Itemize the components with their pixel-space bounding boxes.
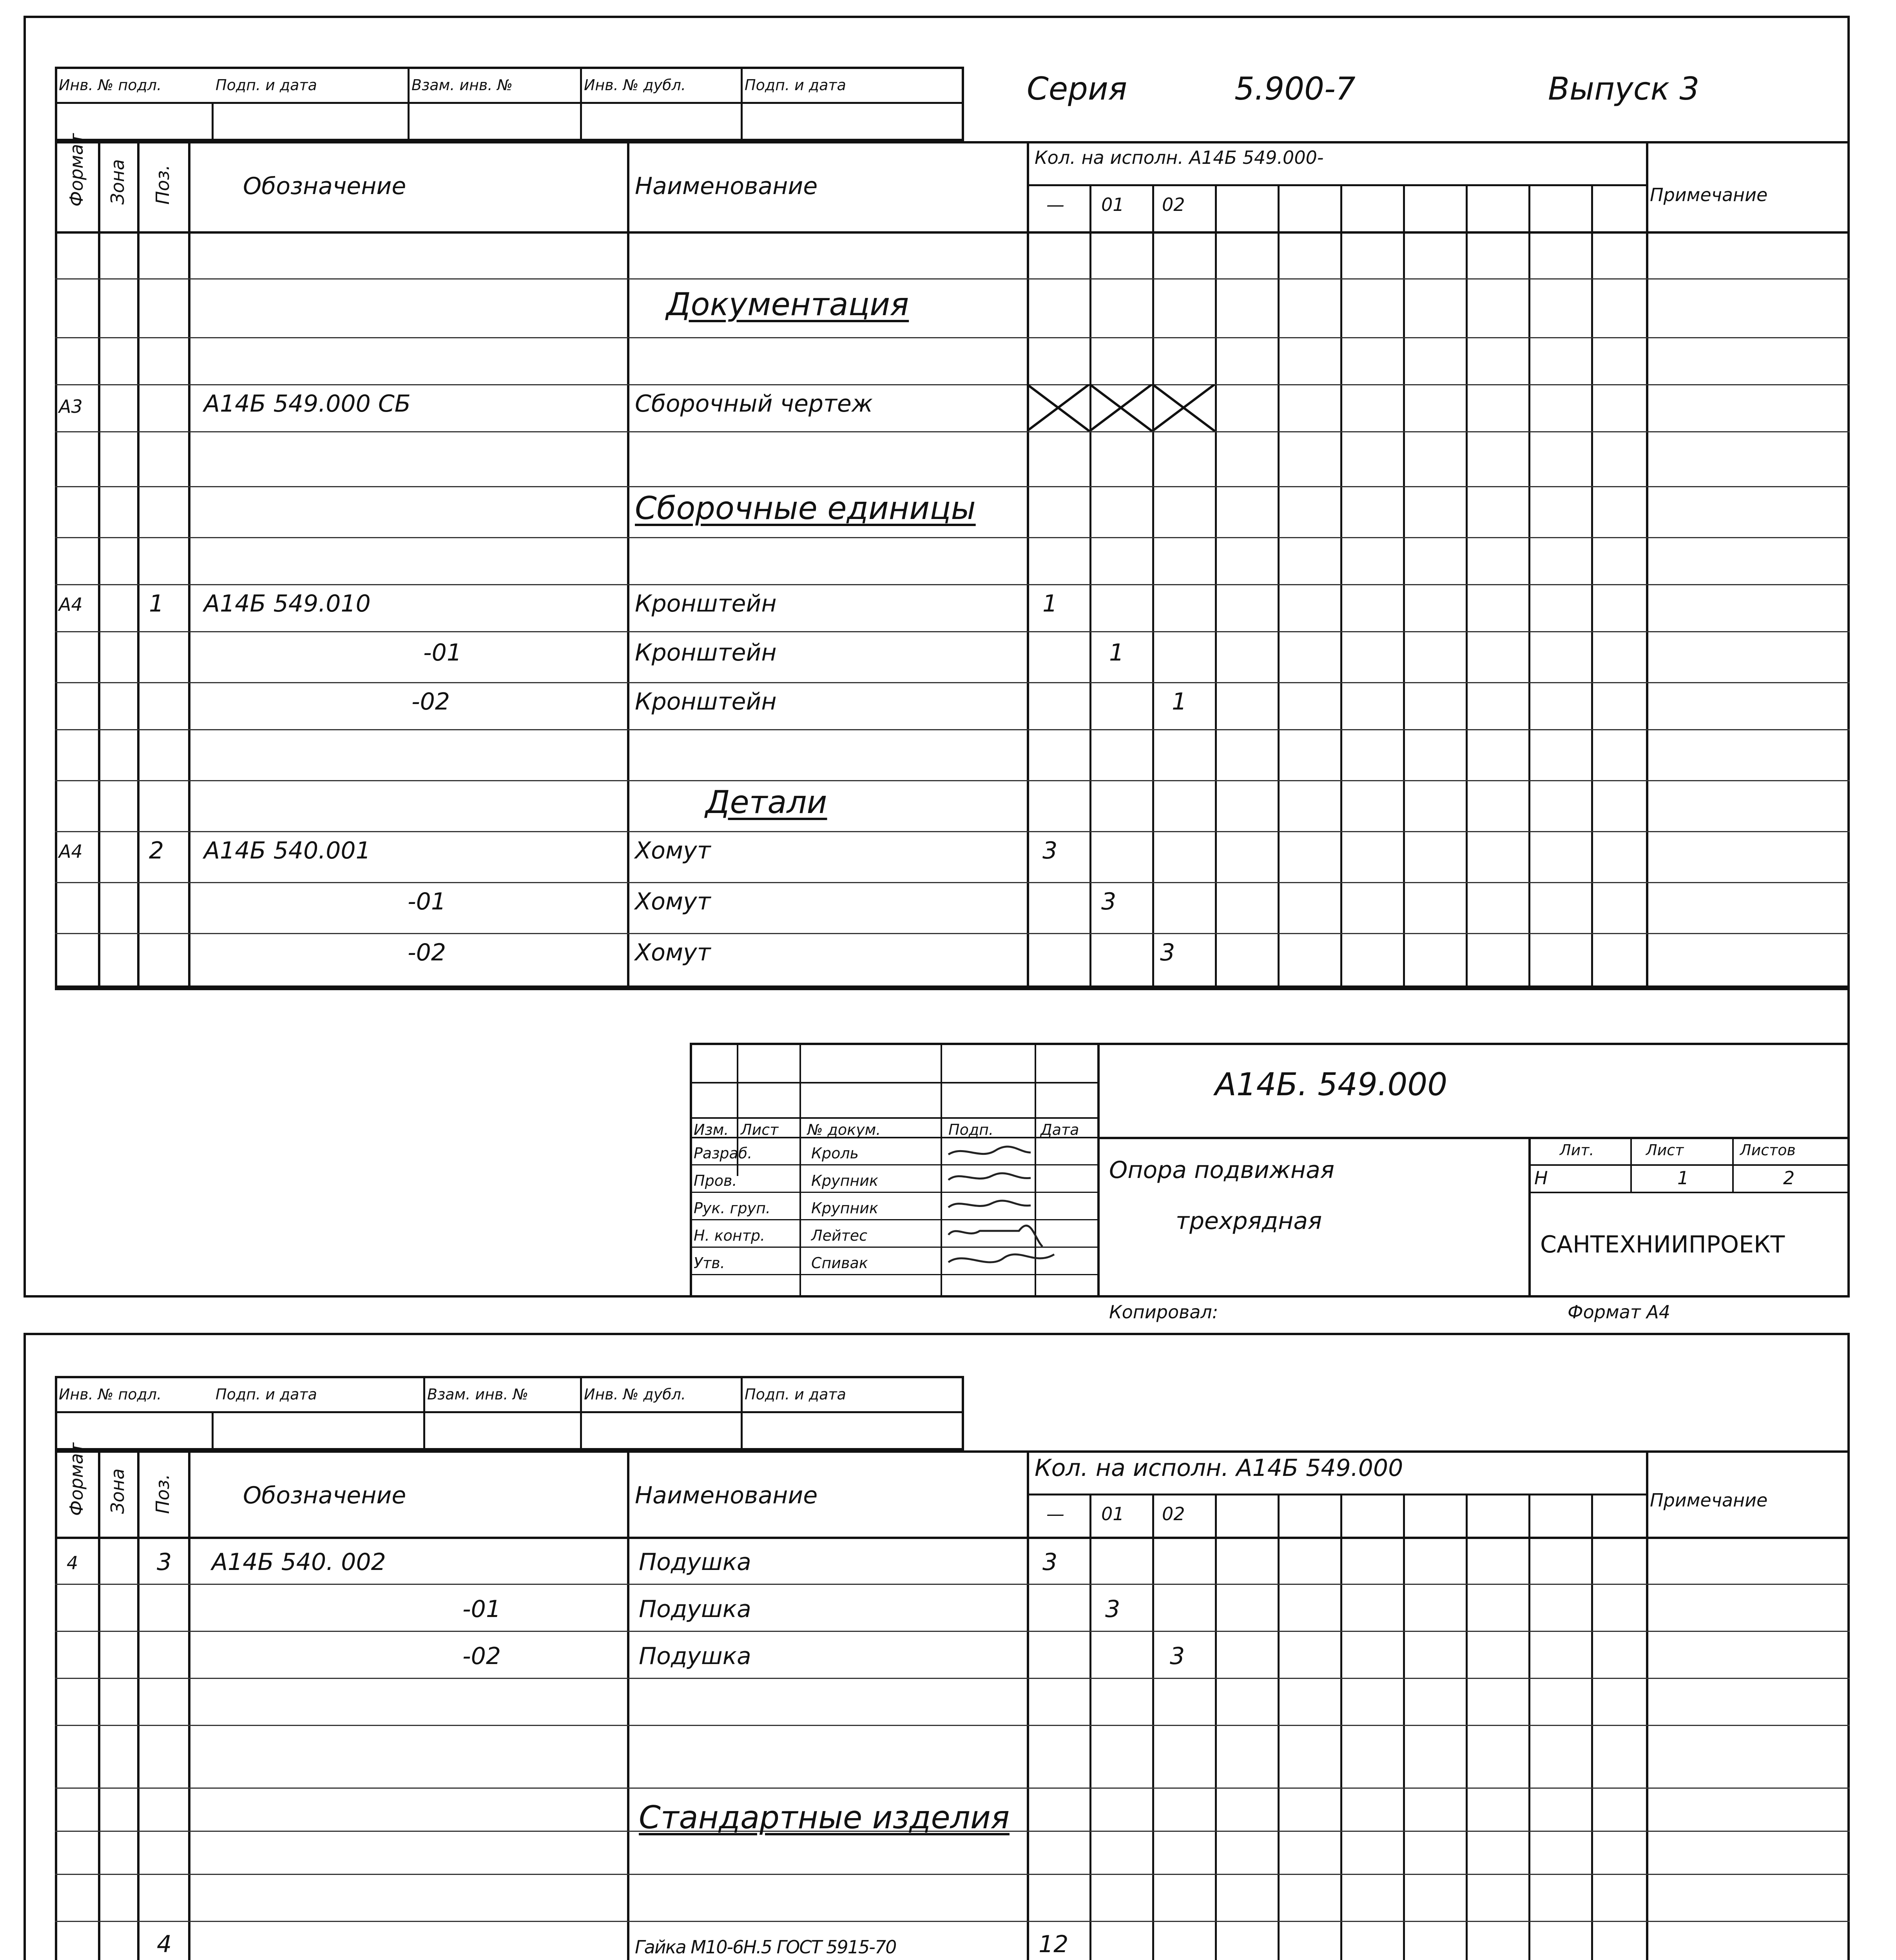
row-format: А3	[59, 396, 83, 417]
col-kol-header: Кол. на исполн. А14Б 549.000-	[1035, 147, 1324, 168]
series-value: 5.900-7	[1234, 71, 1356, 107]
tb-list-label: Лист	[1646, 1142, 1684, 1159]
row-name: Подушка	[639, 1548, 751, 1576]
stamp-podp-data-2: Подп. и дата	[745, 76, 846, 94]
col-naimenovanie: Наименование	[635, 1482, 818, 1509]
crossed-cells	[1027, 384, 1215, 431]
tb-hdr-list: Лист	[741, 1121, 779, 1138]
col-kol-header: Кол. на исполн. А14Б 549.000	[1035, 1454, 1403, 1482]
stamp-inv-dubl: Инв. № дубл.	[584, 1386, 686, 1403]
stamp-inv-podl: Инв. № подл.	[59, 1386, 162, 1403]
tb-lit-value: Н	[1534, 1167, 1548, 1189]
stamp-vzam: Взам. инв. №	[427, 1386, 529, 1403]
row-qty-0: 3	[1042, 837, 1058, 864]
col-zona: Зона	[107, 1468, 128, 1514]
col-poz: Поз.	[152, 165, 173, 205]
row-oboznachenie: А14Б 549.010	[204, 590, 371, 617]
format-label: Формат А4	[1568, 1301, 1670, 1323]
row-poz: 3	[157, 1548, 172, 1576]
tb-lit-label: Лит.	[1560, 1142, 1594, 1159]
row-qty-1: 3	[1105, 1595, 1120, 1623]
row-oboznachenie: -02	[408, 939, 446, 966]
tb-role-prov: Пров.	[694, 1172, 737, 1189]
stamp-podp-data-2: Подп. и дата	[745, 1386, 846, 1403]
row-name: Хомут	[635, 888, 711, 915]
tb-hdr-podp: Подп.	[948, 1121, 994, 1138]
row-qty-1: 3	[1101, 888, 1117, 915]
row-oboznachenie: А14Б 540.001	[204, 837, 371, 864]
row-poz: 2	[149, 837, 164, 864]
col-poz: Поз.	[152, 1474, 173, 1514]
tb-product-name-2: трехрядная	[1176, 1207, 1322, 1235]
tb-listov-label: Листов	[1740, 1142, 1796, 1159]
row-oboznachenie: -01	[408, 888, 446, 915]
row-oboznachenie: -02	[462, 1642, 501, 1670]
row-name: Хомут	[635, 939, 711, 966]
row-format: А4	[59, 594, 83, 615]
row-name: Подушка	[639, 1642, 751, 1670]
col-oboznachenie: Обозначение	[243, 172, 406, 200]
row-qty-0: 3	[1042, 1548, 1058, 1576]
tb-role-ruk: Рук. груп.	[694, 1200, 771, 1217]
tb-hdr-data: Дата	[1040, 1121, 1079, 1138]
row-format: 4	[67, 1552, 78, 1573]
row-oboznachenie: А14Б 549.000 СБ	[204, 390, 411, 417]
vypusk-label: Выпуск 3	[1548, 71, 1700, 107]
section-documentation: Документация	[666, 286, 909, 323]
col-format: Формат	[66, 133, 87, 207]
tb-role-razrab: Разраб.	[694, 1145, 752, 1162]
tb-name-1: Крупник	[811, 1172, 878, 1189]
page-2	[0, 1333, 1896, 1960]
col-ispoln-1: 01	[1101, 194, 1124, 215]
col-primechanie: Примечание	[1650, 1490, 1768, 1511]
row-qty-2: 3	[1160, 939, 1175, 966]
row-name: Кронштейн	[635, 688, 777, 715]
stamp-podp-data: Подп. и дата	[216, 1386, 317, 1403]
tb-name-2: Крупник	[811, 1200, 878, 1217]
tb-list-value: 1	[1677, 1167, 1689, 1189]
stamp-inv-dubl: Инв. № дубл.	[584, 76, 686, 94]
col-ispoln-1: 01	[1101, 1503, 1124, 1524]
tb-name-3: Лейтес	[811, 1227, 868, 1244]
row-format: А4	[59, 841, 83, 862]
col-ispoln-2: 02	[1162, 1503, 1185, 1524]
signatures	[941, 1137, 1058, 1301]
series-label: Серия	[1027, 71, 1127, 107]
tb-role-utv: Утв.	[694, 1254, 725, 1272]
row-qty-0: 1	[1042, 590, 1058, 617]
tb-designation: А14Б. 549.000	[1215, 1066, 1448, 1103]
row-qty-0: 12	[1039, 1931, 1069, 1958]
section-details: Детали	[705, 784, 827, 820]
tb-organization: САНТЕХНИИПРОЕКТ	[1540, 1231, 1785, 1258]
tb-hdr-ndok: № докум.	[807, 1121, 881, 1138]
col-format: Формат	[66, 1443, 87, 1516]
col-zona: Зона	[107, 159, 128, 205]
row-name: Гайка М10-6Н.5 ГОСТ 5915-70	[635, 1936, 896, 1958]
tb-role-nkontr: Н. контр.	[694, 1227, 765, 1244]
tb-listov-value: 2	[1783, 1167, 1795, 1189]
col-ispoln-0: —	[1046, 1503, 1064, 1524]
col-ispoln-2: 02	[1162, 194, 1185, 215]
col-primechanie: Примечание	[1650, 184, 1768, 205]
row-oboznachenie: -01	[423, 639, 462, 666]
row-name: Подушка	[639, 1595, 751, 1623]
row-qty-2: 1	[1172, 688, 1187, 715]
tb-name-4: Спивак	[811, 1254, 868, 1272]
stamp-podp-data: Подп. и дата	[216, 76, 317, 94]
row-poz: 4	[157, 1931, 172, 1958]
tb-product-name-1: Опора подвижная	[1109, 1156, 1335, 1184]
row-name: Сборочный чертеж	[635, 390, 873, 417]
tb-name-0: Кроль	[811, 1145, 859, 1162]
row-poz: 1	[149, 590, 164, 617]
col-naimenovanie: Наименование	[635, 172, 818, 200]
row-oboznachenie: -01	[462, 1595, 501, 1623]
col-ispoln-0: —	[1046, 194, 1064, 215]
tb-hdr-izm: Изм.	[694, 1121, 729, 1138]
stamp-inv-podl: Инв. № подл.	[59, 76, 162, 94]
section-assembly-units: Сборочные единицы	[635, 490, 976, 526]
section-standard-items: Стандартные изделия	[639, 1799, 1010, 1836]
col-oboznachenie: Обозначение	[243, 1482, 406, 1509]
row-name: Хомут	[635, 837, 711, 864]
row-oboznachenie: -02	[411, 688, 450, 715]
row-oboznachenie: А14Б 540. 002	[212, 1548, 386, 1576]
kopiroval-label: Копировал:	[1109, 1301, 1218, 1323]
row-name: Кронштейн	[635, 590, 777, 617]
row-qty-1: 1	[1109, 639, 1124, 666]
row-name: Кронштейн	[635, 639, 777, 666]
stamp-vzam: Взам. инв. №	[411, 76, 513, 94]
page2-spec-table	[55, 1443, 1850, 1960]
row-qty-2: 3	[1170, 1642, 1185, 1670]
